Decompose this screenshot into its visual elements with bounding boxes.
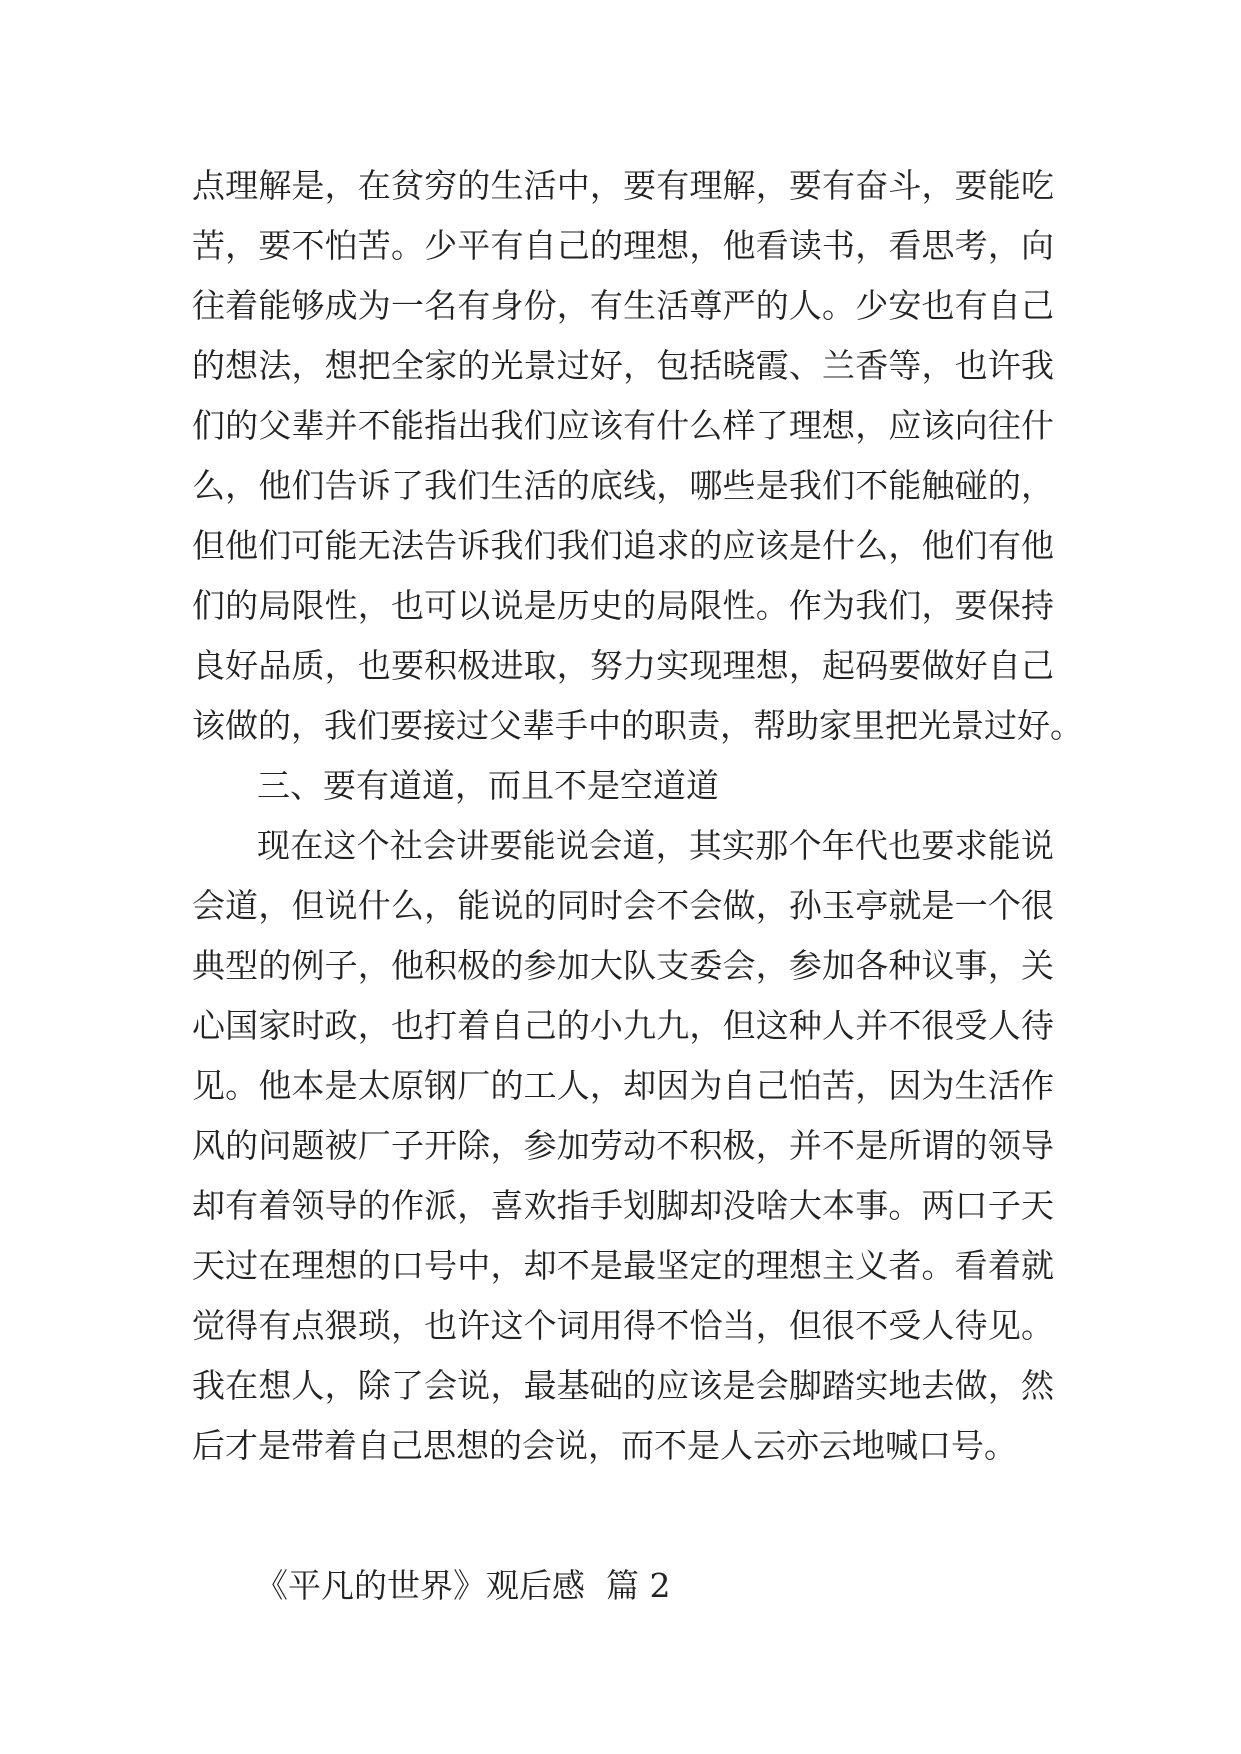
paragraph-line: 现在这个社会讲要能说会道，其实那个年代也要求能说 bbox=[257, 826, 1054, 865]
paragraph-line: 见。他本是太原钢厂的工人，却因为自己怕苦，因为生活作 bbox=[192, 1066, 1054, 1105]
paragraph-line: 苦，要不怕苦。少平有自己的理想，他看读书，看思考，向 bbox=[192, 226, 1054, 265]
paragraph-line: 却有着领导的作派，喜欢指手划脚却没啥大本事。两口子天 bbox=[192, 1186, 1054, 1225]
paragraph-line: 的想法，想把全家的光景过好，包括晓霞、兰香等，也许我 bbox=[192, 346, 1054, 385]
paragraph-line: 后才是带着自己思想的会说，而不是人云亦云地喊口号。 bbox=[192, 1426, 1017, 1465]
paragraph-line: 会道，但说什么，能说的同时会不会做，孙玉亭就是一个很 bbox=[192, 886, 1054, 925]
paragraph-line: 风的问题被厂子开除，参加劳动不积极，并不是所谓的领导 bbox=[192, 1126, 1054, 1165]
section-heading: 三、要有道道，而且不是空道道 bbox=[257, 766, 719, 805]
paragraph-line: 我在想人，除了会说，最基础的应该是会脚踏实地去做，然 bbox=[192, 1366, 1054, 1405]
paragraph-line: 该做的，我们要接过父辈手中的职责，帮助家里把光景过好。 bbox=[192, 706, 1083, 745]
paragraph-line: 点理解是，在贫穷的生活中，要有理解，要有奋斗，要能吃 bbox=[192, 166, 1054, 205]
paragraph-line: 往着能够成为一名有身份，有生活尊严的人。少安也有自己 bbox=[192, 286, 1054, 325]
section-title: 《平凡的世界》观后感 篇 2 bbox=[255, 1566, 671, 1605]
paragraph-line: 么，他们告诉了我们生活的底线，哪些是我们不能触碰的， bbox=[192, 466, 1054, 505]
paragraph-line: 心国家时政，也打着自己的小九九，但这种人并不很受人待 bbox=[192, 1006, 1054, 1045]
paragraph-line: 但他们可能无法告诉我们我们追求的应该是什么，他们有他 bbox=[192, 526, 1054, 565]
paragraph-line: 良好品质，也要积极进取，努力实现理想，起码要做好自己 bbox=[192, 646, 1054, 685]
paragraph-line: 觉得有点猥琐，也许这个词用得不恰当，但很不受人待见。 bbox=[192, 1306, 1054, 1345]
paragraph-line: 们的局限性，也可以说是历史的局限性。作为我们，要保持 bbox=[192, 586, 1054, 625]
paragraph-line: 典型的例子，他积极的参加大队支委会，参加各种议事，关 bbox=[192, 946, 1054, 985]
paragraph-line: 天过在理想的口号中，却不是最坚定的理想主义者。看着就 bbox=[192, 1246, 1054, 1285]
paragraph-line: 们的父辈并不能指出我们应该有什么样了理想，应该向往什 bbox=[192, 406, 1054, 445]
